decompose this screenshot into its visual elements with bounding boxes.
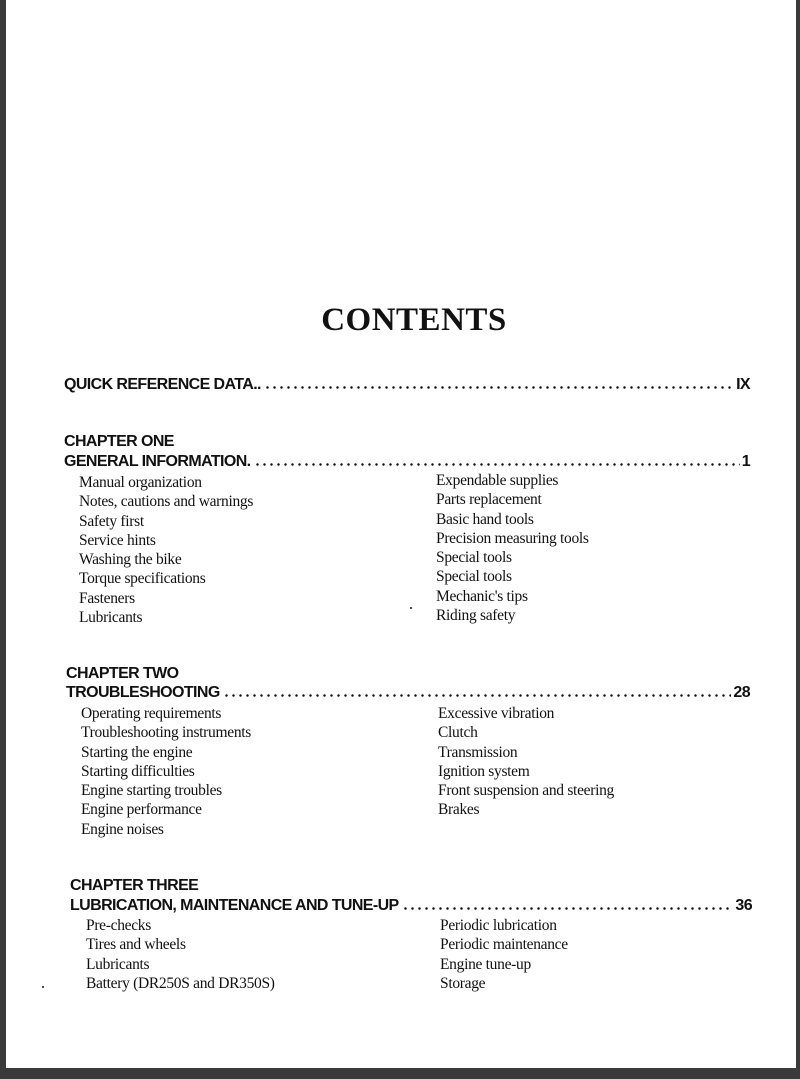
topic-item: Engine starting troubles <box>81 782 222 800</box>
chapter-two-right-topics <box>438 704 614 820</box>
topic-item: Operating requirements <box>81 705 222 722</box>
page-title: CONTENTS <box>321 302 507 338</box>
dot-leader <box>402 907 734 910</box>
topic-item: Excessive vibration <box>438 705 555 722</box>
toc-entry-page: 1 <box>741 453 750 470</box>
dot-leader <box>223 694 732 697</box>
toc-entry-chapter-one[interactable] <box>64 453 750 471</box>
toc-entry-page: IX <box>736 376 750 393</box>
topic-item: Starting difficulties <box>81 762 195 780</box>
topic-item: Lubricants <box>79 609 143 627</box>
topic-item: Ignition system <box>438 762 530 780</box>
toc-entry-label: LUBRICATION, MAINTENANCE AND TUNE-UP <box>70 897 399 914</box>
topic-item: Mechanic's tips <box>436 587 528 605</box>
chapter-one-left-topics <box>79 473 253 627</box>
topic-item: Engine tune-up <box>440 955 531 973</box>
toc-entry-page: 36 <box>735 897 752 914</box>
toc-entry-label: GENERAL INFORMATION. <box>64 453 251 470</box>
topic-item: Manual organization <box>79 474 202 491</box>
scan-speck <box>42 986 44 988</box>
topic-item: Brakes <box>438 801 480 819</box>
topic-item: Basic hand tools <box>436 510 534 528</box>
topic-item: Tires and wheels <box>86 936 186 954</box>
topic-item: Periodic lubrication <box>440 917 557 934</box>
topic-item: Lubricants <box>86 955 150 973</box>
topic-item: Precision measuring tools <box>436 529 589 547</box>
toc-entry-label: TROUBLESHOOTING <box>66 684 220 701</box>
document-page <box>6 0 796 1068</box>
topic-item: Safety first <box>79 512 144 530</box>
topic-item: Parts replacement <box>436 491 542 509</box>
toc-entry-label: QUICK REFERENCE DATA.. <box>64 376 261 393</box>
topic-item: Torque specifications <box>79 570 206 588</box>
topic-item: Starting the engine <box>81 743 193 761</box>
topic-item: Troubleshooting instruments <box>81 724 252 742</box>
topic-item: Pre-checks <box>86 917 151 934</box>
dot-leader <box>254 463 740 466</box>
topic-item: Transmission <box>438 743 518 761</box>
topic-item: Fasteners <box>79 589 135 607</box>
topic-item: Battery (DR250S and DR350S) <box>86 974 275 992</box>
topic-item: Washing the bike <box>79 551 182 569</box>
chapter-three-left-topics <box>86 916 275 993</box>
topic-item: Clutch <box>438 724 478 742</box>
chapter-three-right-topics <box>440 916 568 993</box>
chapter-two-left-topics <box>81 704 251 839</box>
topic-item: Special tools <box>436 568 512 586</box>
chapter-label: CHAPTER THREE <box>70 877 199 894</box>
topic-item: Notes, cautions and warnings <box>79 493 254 511</box>
toc-entry-quick-reference[interactable] <box>64 376 750 394</box>
topic-item: Periodic maintenance <box>440 936 568 954</box>
chapter-label: CHAPTER TWO <box>66 665 179 682</box>
dot-leader <box>264 386 734 389</box>
topic-item: Special tools <box>436 549 512 567</box>
topic-item: Engine noises <box>81 820 164 838</box>
topic-item: Storage <box>440 974 486 992</box>
toc-entry-chapter-two[interactable] <box>66 684 750 702</box>
chapter-label: CHAPTER ONE <box>64 433 174 450</box>
topic-item: Service hints <box>79 531 156 549</box>
toc-entry-chapter-three[interactable] <box>70 897 752 915</box>
chapter-one-right-topics <box>436 471 589 625</box>
topic-item: Riding safety <box>436 607 516 625</box>
topic-item: Engine performance <box>81 801 202 819</box>
toc-entry-page: 28 <box>733 684 750 701</box>
topic-item: Expendable supplies <box>436 472 559 489</box>
scan-speck <box>410 607 412 609</box>
topic-item: Front suspension and steering <box>438 782 614 800</box>
